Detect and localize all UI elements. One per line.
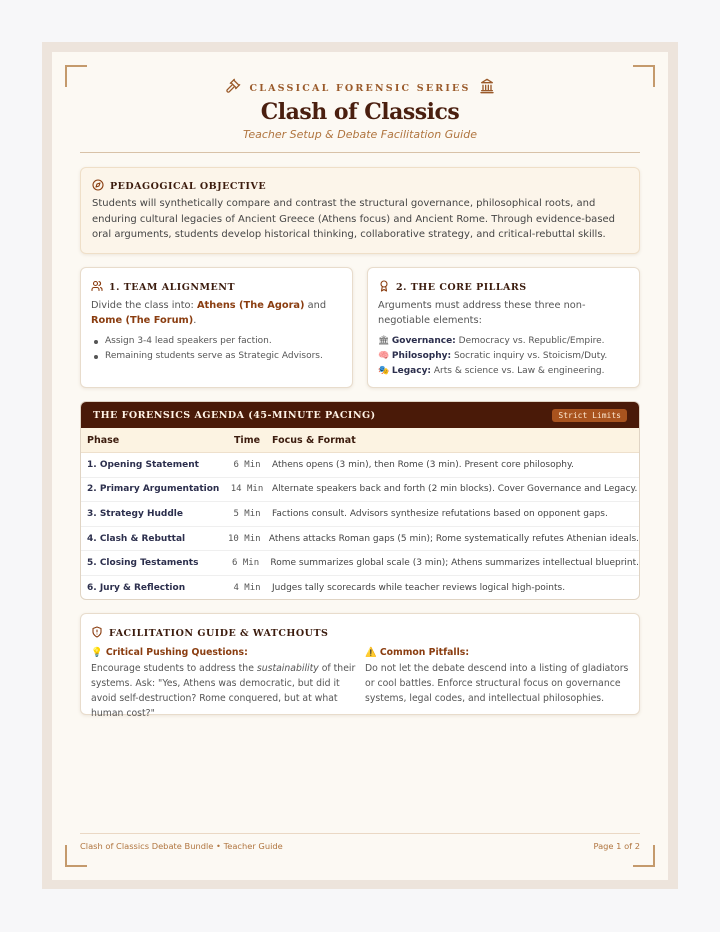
list-item: Assign 3-4 lead speakers per faction.	[91, 334, 349, 349]
pushing-questions-text-post: of their systems. Ask: "Yes, Athens was democratic, but did it avoid self-destruction? Rome conquered, but at what human cost?"	[91, 663, 356, 719]
header-divider	[80, 152, 640, 153]
phase-cell: 2. Primary Argumentation	[87, 484, 220, 495]
pushing-questions-section	[91, 646, 357, 721]
pushing-questions-title	[91, 646, 357, 660]
core-pillars-card	[367, 267, 640, 388]
focus-cell: Rome summarizes global scale (3 min); Athens summarizes intellectual blueprint.	[270, 558, 639, 569]
pillars-heading	[378, 280, 527, 295]
focus-cell: Athens attacks Roman gaps (5 min); Rome systematically refutes Athenian ideals.	[268, 533, 639, 544]
column-header-phase: Phase	[87, 434, 120, 446]
time-cell: 5 Min	[233, 508, 261, 519]
table-row	[81, 502, 639, 527]
phase-cell: 4. Clash & Rebuttal	[87, 533, 186, 544]
footer-divider	[80, 833, 640, 834]
series-label	[0, 78, 720, 98]
objective-card	[80, 167, 640, 254]
pushing-questions-title-text: Critical Pushing Questions:	[105, 647, 248, 658]
guide-heading	[91, 626, 328, 641]
footer-left: Clash of Classics Debate Bundle • Teacher Guide	[80, 841, 283, 851]
pillars-heading-text: 2. THE CORE PILLARS	[396, 282, 527, 293]
column-header-focus: Focus & Format	[272, 434, 356, 446]
pillared-building-icon	[479, 78, 495, 98]
guide-heading-text: FACILITATION GUIDE & WATCHOUTS	[109, 628, 329, 639]
team-heading-text: 1. TEAM ALIGNMENT	[109, 282, 236, 293]
team-intro-suffix: .	[193, 315, 197, 326]
pillar-text: Arts & science vs. Law & engineering.	[431, 366, 605, 376]
pushing-questions-emphasis: sustainability	[256, 663, 319, 674]
pushing-questions-text-pre: Encourage students to address the	[91, 663, 257, 674]
table-header-row	[81, 428, 639, 453]
team-intro	[91, 298, 349, 328]
table-row	[81, 453, 639, 478]
warning-icon: ⚠️	[365, 647, 377, 658]
lightbulb-icon: 💡	[91, 647, 103, 658]
pillar-governance	[378, 334, 636, 349]
gavel-icon	[225, 78, 241, 98]
agenda-title: THE FORENSICS AGENDA (45-MINUTE PACING)	[93, 409, 376, 421]
team-bullet-list	[91, 334, 349, 364]
shield-alert-icon	[91, 626, 103, 641]
pillar-text: Socratic inquiry vs. Stoicism/Duty.	[451, 351, 608, 361]
team-alignment-card	[80, 267, 353, 388]
common-pitfalls-title	[365, 646, 631, 660]
footer-page-number: Page 1 of 2	[593, 841, 640, 851]
objective-text: Students will synthetically compare and contrast the structural governance, philosophical roots, and enduring cultural legacies of Ancient Greece (Athens focus) and Ancient Rome. Through evidence-based oral arguments, students develop historical thinking, collaborative strategy, and critical-rebuttal skills.	[92, 198, 616, 240]
focus-cell: Factions consult. Advisors synthesize refutations based on opponent gaps.	[272, 508, 608, 519]
table-row	[81, 478, 639, 503]
column-header-time: Time	[233, 434, 261, 446]
table-row	[81, 551, 639, 576]
focus-cell: Judges tally scorecards while teacher reviews logical high-points.	[272, 583, 566, 594]
team-heading	[91, 280, 235, 295]
pillar-label: Legacy:	[391, 366, 432, 376]
team-intro-prefix: Divide the class into:	[91, 300, 197, 311]
pushing-questions-text	[91, 661, 357, 721]
phase-cell: 1. Opening Statement	[87, 459, 199, 470]
brain-icon: 🧠	[378, 351, 390, 361]
time-cell: 6 Min	[232, 558, 260, 569]
time-cell: 14 Min	[230, 484, 264, 495]
theater-masks-icon: 🎭	[378, 366, 390, 376]
phase-cell: 5. Closing Testaments	[87, 558, 199, 569]
team-intro-joiner: and	[304, 300, 327, 311]
team-side-athens: Athens (The Agora)	[196, 300, 305, 311]
focus-cell: Athens opens (3 min), then Rome (3 min). Present core philosophy.	[272, 459, 574, 470]
objective-heading-text: PEDAGOGICAL OBJECTIVE	[110, 181, 267, 192]
common-pitfalls-text: Do not let the debate descend into a listing of gladiators or cool battles. Enforce structural focus on governance systems, legal codes, and intellectual philosophies.	[365, 663, 629, 704]
classical-building-icon: 🏛	[378, 336, 390, 346]
compass-icon	[92, 179, 104, 194]
users-icon	[91, 280, 103, 295]
agenda-table	[80, 401, 640, 600]
series-text: CLASSICAL FORENSIC SERIES	[249, 82, 471, 94]
agenda-header-bar	[81, 402, 639, 428]
table-row	[81, 576, 639, 600]
table-row	[81, 527, 639, 552]
pillar-label: Philosophy:	[391, 351, 452, 361]
team-side-rome: Rome (The Forum)	[91, 315, 194, 326]
list-item: Remaining students serve as Strategic Advisors.	[91, 349, 349, 364]
pillar-legacy	[378, 364, 636, 379]
phase-cell: 6. Jury & Reflection	[87, 583, 186, 594]
phase-cell: 3. Strategy Huddle	[87, 508, 183, 519]
time-cell: 6 Min	[233, 459, 261, 470]
common-pitfalls-title-text: Common Pitfalls:	[379, 647, 470, 658]
page-title: Clash of Classics	[260, 99, 460, 125]
time-cell: 10 Min	[228, 533, 261, 544]
strict-limits-badge: Strict Limits	[552, 409, 627, 422]
focus-cell: Alternate speakers back and forth (2 min blocks). Cover Governance and Legacy.	[272, 484, 638, 495]
award-ribbon-icon	[378, 280, 390, 295]
pillar-philosophy	[378, 349, 636, 364]
pillars-list	[378, 334, 636, 379]
pillar-text: Democracy vs. Republic/Empire.	[455, 336, 605, 346]
facilitation-guide-card	[80, 613, 640, 719]
page-subtitle: Teacher Setup & Debate Facilitation Guide	[242, 128, 477, 141]
common-pitfalls-section	[365, 646, 631, 706]
pillars-intro: Arguments must address these three non-negotiable elements:	[378, 300, 586, 326]
objective-heading	[92, 179, 266, 194]
time-cell: 4 Min	[233, 583, 261, 594]
pillar-label: Governance:	[391, 336, 456, 346]
